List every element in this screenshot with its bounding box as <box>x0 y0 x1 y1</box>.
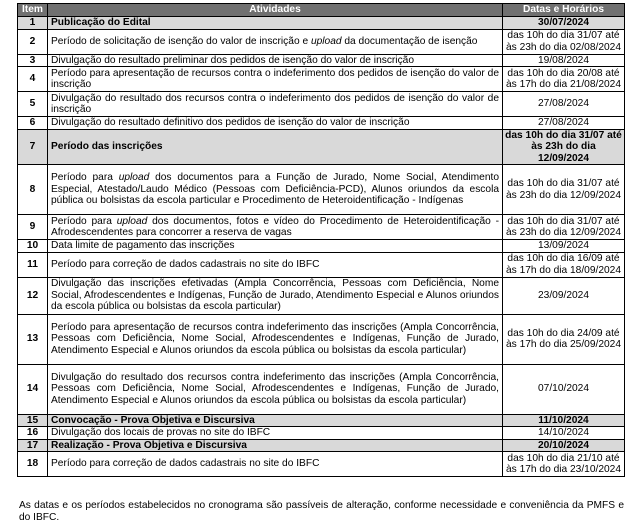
item-number: 17 <box>18 439 48 452</box>
footnote: As datas e os períodos estabelecidos no cronograma são passíveis de alteração, conforme necessidade e conveniência da PMFS e do IBFC. <box>19 500 624 524</box>
activity-cell: Publicação do Edital <box>48 17 503 30</box>
activity-cell: Período para correção de dados cadastrais no site do IBFC <box>48 252 503 277</box>
table-header-row <box>18 4 625 17</box>
date-cell: das 10h do dia 31/07 até às 23h do dia 12/09/2024 <box>503 129 625 165</box>
date-cell: das 10h do dia 31/07 até às 23h do dia 12/09/2024 <box>503 165 625 215</box>
table-row <box>18 439 625 452</box>
table-row <box>18 314 625 364</box>
table-row <box>18 215 625 240</box>
item-number: 2 <box>18 29 48 54</box>
table-row <box>18 117 625 130</box>
activity-cell: Realização - Prova Objetiva e Discursiva <box>48 439 503 452</box>
table-row <box>18 414 625 427</box>
table-row <box>18 252 625 277</box>
item-number: 11 <box>18 252 48 277</box>
date-cell: 14/10/2024 <box>503 427 625 440</box>
table-row <box>18 17 625 30</box>
activity-cell: Período para correção de dados cadastrais no site do IBFC <box>48 452 503 477</box>
date-cell: 11/10/2024 <box>503 414 625 427</box>
table-row <box>18 165 625 215</box>
date-cell: das 10h do dia 21/10 até às 17h do dia 23/10/2024 <box>503 452 625 477</box>
item-number: 4 <box>18 67 48 92</box>
item-number: 6 <box>18 117 48 130</box>
date-cell: 20/10/2024 <box>503 439 625 452</box>
activity-cell: Período para upload dos documentos, fotos e vídeo do Procedimento de Heteroidentificação - Afrodescendentes para concorrer a reserva de vagas <box>48 215 503 240</box>
activity-cell: Divulgação do resultado dos recursos contra indeferimento das inscrições (Ampla Concorrência, Pessoas com Deficiência, Nome Social, Afrodescendentes e Indígenas, Função de Jurado, Atendimento Especial e Alunos oriundos da escola pública ou bolsistas da escola particular) <box>48 364 503 414</box>
date-cell: 19/08/2024 <box>503 54 625 67</box>
item-number: 13 <box>18 314 48 364</box>
item-number: 12 <box>18 277 48 314</box>
header-activities: Atividades <box>48 4 503 17</box>
activity-cell: Período para upload dos documentos para a Função de Jurado, Nome Social, Atendimento Especial, Atestado/Laudo Médico (Pessoas com Deficiência-PCD), Alunos oriundos da escola pública ou bolsistas da escola particular e Procedimento de Heteroidentificação - Indígenas <box>48 165 503 215</box>
date-cell: 27/08/2024 <box>503 117 625 130</box>
table-body <box>18 17 625 477</box>
table-row <box>18 92 625 117</box>
table-row <box>18 67 625 92</box>
item-number: 18 <box>18 452 48 477</box>
date-cell: 27/08/2024 <box>503 92 625 117</box>
date-cell: 13/09/2024 <box>503 240 625 253</box>
table-row <box>18 54 625 67</box>
item-number: 5 <box>18 92 48 117</box>
date-cell: 30/07/2024 <box>503 17 625 30</box>
table-row <box>18 240 625 253</box>
item-number: 14 <box>18 364 48 414</box>
item-number: 15 <box>18 414 48 427</box>
item-number: 8 <box>18 165 48 215</box>
table-row <box>18 427 625 440</box>
item-number: 1 <box>18 17 48 30</box>
date-cell: das 10h do dia 31/07 até às 23h do dia 12/09/2024 <box>503 215 625 240</box>
activity-cell: Divulgação das inscrições efetivadas (Ampla Concorrência, Pessoas com Deficiência, Nome Social, Afrodescendentes e Indígenas, Função de Jurado, Atendimento Especial e Alunos oriundos da escola pública ou bolsistas da escola particular) <box>48 277 503 314</box>
item-number: 16 <box>18 427 48 440</box>
table-row <box>18 29 625 54</box>
activity-cell: Período para apresentação de recursos contra indeferimento das inscrições (Ampla Concorrência, Pessoas com Deficiência, Nome Social, Afrodescendentes e Indígenas, Função de Jurado, Atendimento Especial e Alunos oriundos da escola pública ou bolsistas da escola particular) <box>48 314 503 364</box>
date-cell: das 10h do dia 20/08 até às 17h do dia 21/08/2024 <box>503 67 625 92</box>
schedule-table <box>17 3 625 477</box>
activity-cell: Divulgação dos locais de provas no site do IBFC <box>48 427 503 440</box>
activity-cell: Convocação - Prova Objetiva e Discursiva <box>48 414 503 427</box>
item-number: 3 <box>18 54 48 67</box>
header-dates: Datas e Horários <box>503 4 625 17</box>
activity-cell: Divulgação do resultado definitivo dos pedidos de isenção do valor de inscrição <box>48 117 503 130</box>
activity-cell: Data limite de pagamento das inscrições <box>48 240 503 253</box>
item-number: 10 <box>18 240 48 253</box>
date-cell: das 10h do dia 31/07 até às 23h do dia 02/08/2024 <box>503 29 625 54</box>
date-cell: 07/10/2024 <box>503 364 625 414</box>
date-cell: 23/09/2024 <box>503 277 625 314</box>
table-row <box>18 452 625 477</box>
item-number: 9 <box>18 215 48 240</box>
activity-cell: Período das inscrições <box>48 129 503 165</box>
date-cell: das 10h do dia 24/09 até às 17h do dia 25/09/2024 <box>503 314 625 364</box>
activity-cell: Divulgação do resultado preliminar dos pedidos de isenção do valor de inscrição <box>48 54 503 67</box>
header-item: Item <box>18 4 48 17</box>
table-row <box>18 277 625 314</box>
table-row <box>18 129 625 165</box>
date-cell: das 10h do dia 16/09 até às 17h do dia 18/09/2024 <box>503 252 625 277</box>
item-number: 7 <box>18 129 48 165</box>
table-row <box>18 364 625 414</box>
activity-cell: Divulgação do resultado dos recursos contra o indeferimento dos pedidos de isenção do valor de inscrição <box>48 92 503 117</box>
activity-cell: Período de solicitação de isenção do valor de inscrição e upload da documentação de isenção <box>48 29 503 54</box>
schedule-document <box>17 3 624 477</box>
activity-cell: Período para apresentação de recursos contra o indeferimento dos pedidos de isenção do valor de inscrição <box>48 67 503 92</box>
